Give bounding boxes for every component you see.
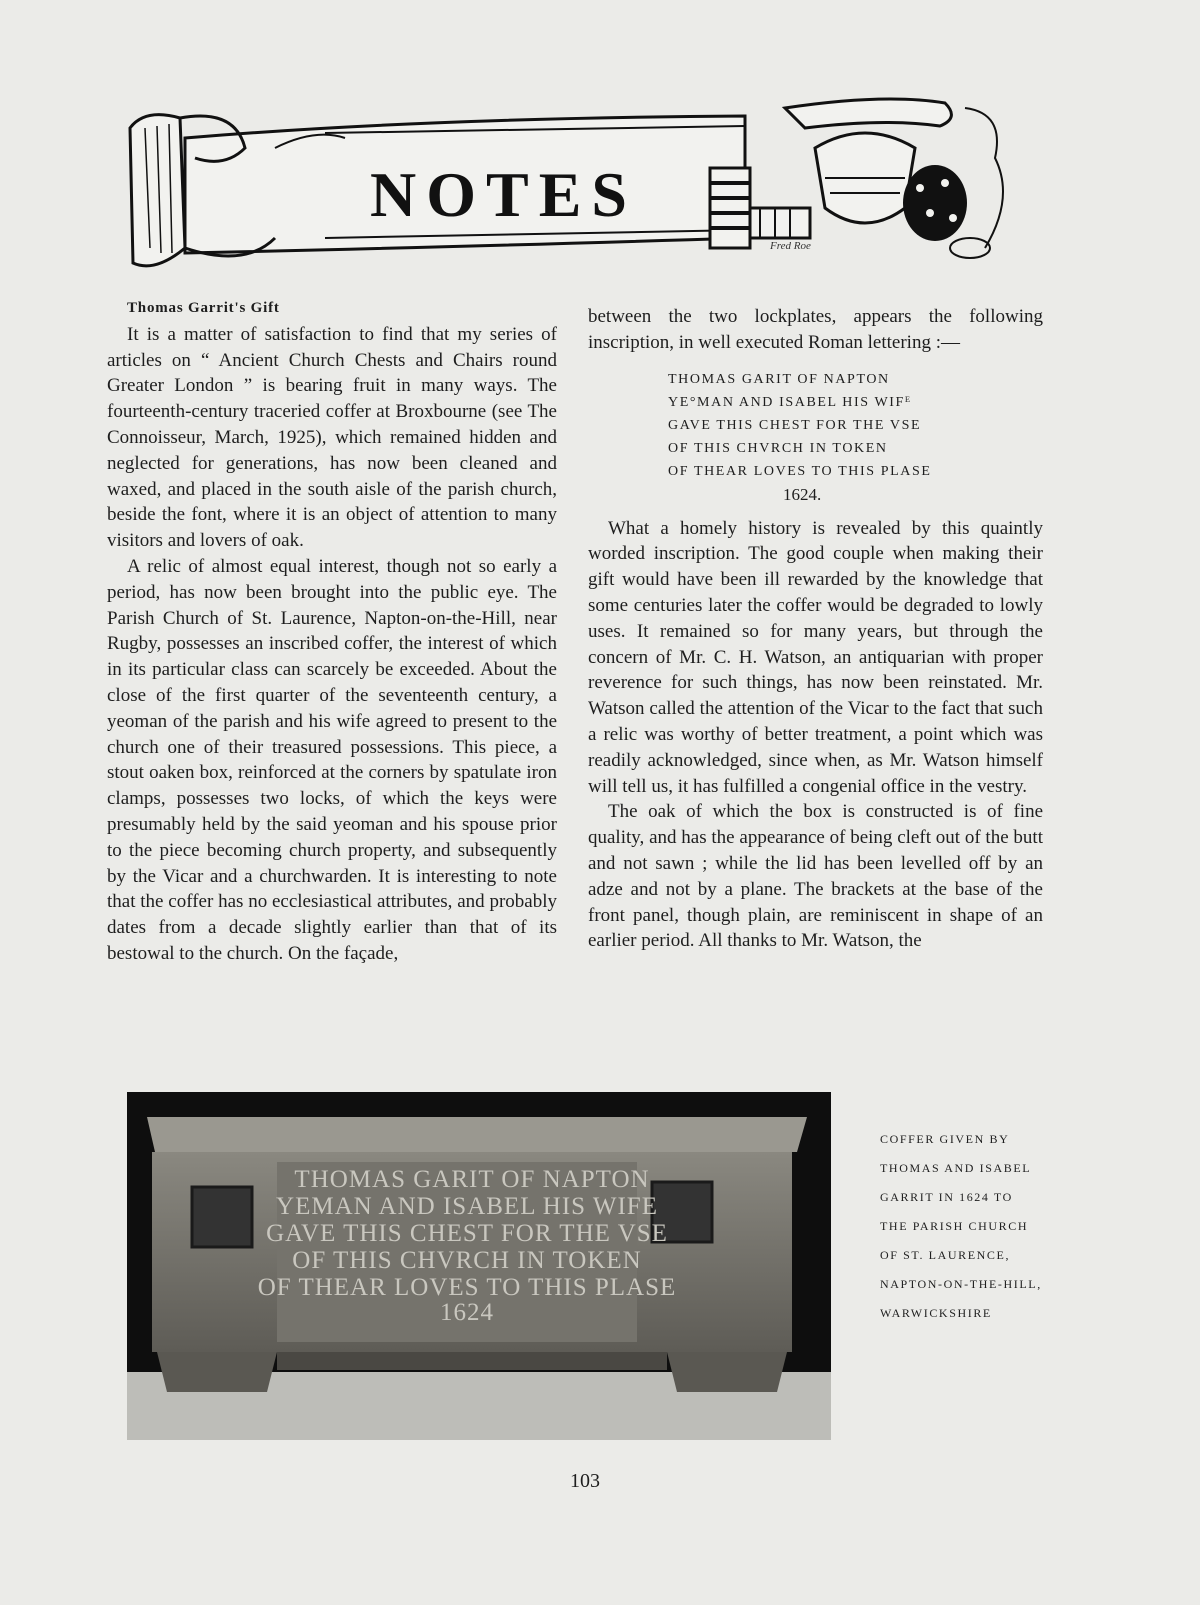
coffer-photograph — [127, 1092, 831, 1440]
artist-signature: Fred Roe — [770, 240, 811, 252]
inscription-line: YE°MAN AND ISABEL HIS WIFᴱ — [668, 394, 912, 410]
caption-line: GARRIT IN 1624 TO — [880, 1190, 1013, 1204]
inscription-line: GAVE THIS CHEST FOR THE VSE — [668, 417, 922, 433]
caption-line: COFFER GIVEN BY — [880, 1132, 1010, 1146]
right-column — [588, 304, 1043, 954]
inscription-line: OF THIS CHVRCH IN TOKEN — [668, 440, 888, 456]
paragraph: between the two lockplates, appears the following inscription, in well executed Roman lettering :— — [588, 306, 1043, 353]
notes-banner — [125, 88, 1025, 283]
carved-line: YEMAN AND ISABEL HIS WIFE — [276, 1193, 658, 1220]
left-column — [107, 296, 557, 967]
inscription-line: THOMAS GARIT OF NAPTON — [668, 371, 890, 387]
carved-line: THOMAS GARIT OF NAPTON — [294, 1166, 650, 1193]
inscription-year: 1624. — [783, 484, 822, 504]
caption-line: THE PARISH CHURCH — [880, 1219, 1029, 1233]
caption-line: OF ST. LAURENCE, — [880, 1248, 1011, 1262]
page-number: 103 — [570, 1470, 600, 1492]
coffer-image — [127, 1092, 831, 1440]
caption-line: WARWICKSHIRE — [880, 1306, 992, 1320]
caption-line: THOMAS AND ISABEL — [880, 1161, 1032, 1175]
carved-line: OF THIS CHVRCH IN TOKEN — [292, 1247, 642, 1274]
paragraph: It is a matter of satisfaction to find that my series of articles on “ Ancient Church Chests and Chairs round Greater London ” is bearing fruit in many ways. The fourteenth-century traceried coffer at Broxbourne (see The Connoisseur, March, 1925), which remained hidden and neglected for generations, has now been cleaned and waxed, and placed in the south aisle of the parish church, beside the font, where it is an object of attention to many visitors and lovers of oak. — [107, 323, 557, 552]
carved-line: 1624 — [440, 1299, 494, 1326]
caption-line: NAPTON-ON-THE-HILL, — [880, 1277, 1042, 1291]
paragraph: The oak of which the box is constructed is of fine quality, and has the appearance of being cleft out of the butt and not sawn ; while the lid has been levelled off by an adze and not by a plane. The brackets at the base of the front panel, though plain, are reminiscent in shape of an earlier period. All thanks to Mr. Watson, the — [588, 801, 1043, 952]
carved-line: GAVE THIS CHEST FOR THE VSE — [266, 1220, 668, 1247]
photo-caption — [880, 1125, 1080, 1328]
inscription-line: OF THEAR LOVES TO THIS PLASE — [668, 463, 932, 479]
paragraph: A relic of almost equal interest, though not so early a period, has now been brought into the public eye. The Parish Church of St. Laurence, Napton-on-the-Hill, near Rugby, possesses an inscribed coffer, the interest of which in its particular class can scarcely be exceeded. About the close of the first quarter of the seventeenth century, a yeoman of the parish and his wife agreed to present to the church one of their treasured possessions. This piece, a stout oaken box, reinforced at the corners by spatulate iron clamps, possesses two locks, of which the keys were presumably held by the said yeoman and his spouse prior to the piece becoming church property, and subsequently by the Vicar and a churchwarden. It is interesting to note that the coffer has no ecclesiastical attributes, and probably dates from a decade slightly earlier than that of its bestowal to the church. On the façade, — [107, 555, 557, 964]
paragraph: What a homely history is revealed by this quaintly worded inscription. The good couple when making their gift would have been ill rewarded by the knowledge that some centuries later the coffer would be degraded to lowly uses. It remained so for many years, but through the concern of Mr. C. H. Watson, an antiquarian with proper reverence for such things, has now been reinstated. Mr. Watson called the attention of the Vicar to the fact that such a relic was worthy of better treatment, a point which was readily acknowledged, since when, as Mr. Watson himself will tell us, it has fulfilled a congenial office in the vestry. — [588, 517, 1043, 797]
article-heading: Thomas Garrit's Gift — [127, 300, 280, 316]
inscription-block — [668, 368, 1043, 506]
carved-line: OF THEAR LOVES TO THIS PLASE — [257, 1274, 677, 1301]
banner-title: NOTES — [370, 159, 637, 230]
